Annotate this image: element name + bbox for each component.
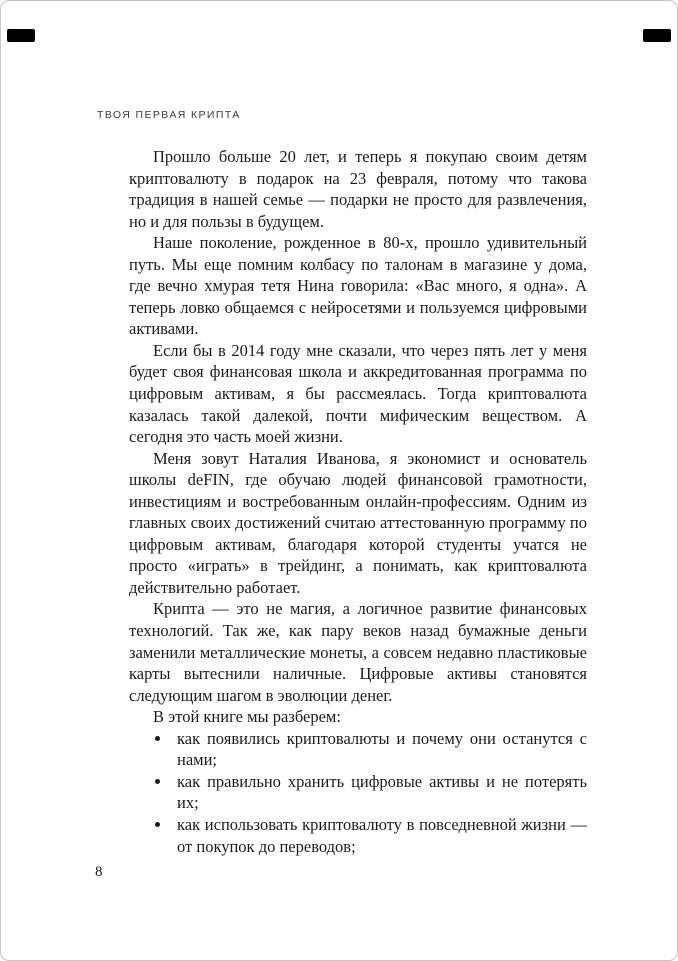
bullet-icon bbox=[155, 779, 160, 784]
bullet-icon bbox=[155, 736, 160, 741]
paragraph: Наше поколение, рожденное в 80-х, прошло удивительный путь. Мы еще помним колбасу по талонам в магазине у дома, где вечно хмурая тетя Нина говорила: «Вас много, я одна». А теперь ловко общаемся с нейросетями и пользуемся цифровыми активами. bbox=[129, 233, 587, 339]
paragraph: Меня зовут Наталия Иванова, я экономист и основатель школы deFIN, где обучаю людей финансовой грамотности, инвестициям и востребованным онлайн-профессиям. Одним из главных своих достижений считаю аттестованную программу по цифровым активам, благодаря которой студенты учатся не просто «играть» в трейдинг, а понимать, как криптовалюта действительно работает. bbox=[129, 448, 587, 597]
bullet-list bbox=[129, 728, 587, 857]
list-intro: В этой книге мы разберем: bbox=[153, 707, 341, 727]
list-item-text: как использовать криптовалюту в повседневной жизни — от покупок до переводов; bbox=[177, 814, 587, 856]
paragraph: Если бы в 2014 году мне сказали, что через пять лет у меня будет своя финансовая школа и аккредитованная программа по цифровым активам, я бы рассмеялась. Тогда криптовалюта казалась такой далекой, почти мифическим веществом. А сегодня это часть моей жизни. bbox=[129, 340, 587, 447]
corner-mark-right bbox=[643, 29, 671, 42]
paragraph: Крипта — это не магия, а логичное развитие финансовых технологий. Так же, как пару веков назад бумажные деньги заменили металлические монеты, а совсем недавно пластиковые карты вытеснили наличные. Цифровые активы становятся следующим шагом в эволюции денег. bbox=[129, 599, 587, 705]
paragraph: Прошло больше 20 лет, и теперь я покупаю своим детям криптовалюту в подарок на 23 февраля, потому что такова традиция в нашей семье — подарки не просто для развлечения, но и для пользы в будущем. bbox=[129, 147, 587, 231]
body-text bbox=[129, 146, 587, 857]
list-item-text: как правильно хранить цифровые активы и не потерять их; bbox=[177, 771, 587, 813]
page-number: 8 bbox=[95, 864, 103, 880]
list-item-text: как появились криптовалюты и почему они останутся с нами; bbox=[177, 728, 587, 770]
corner-mark-left bbox=[7, 29, 35, 42]
list-item bbox=[129, 814, 587, 857]
list-item bbox=[129, 771, 587, 814]
bullet-icon bbox=[155, 822, 160, 827]
running-header: ТВОЯ ПЕРВАЯ КРИПТА bbox=[97, 109, 241, 121]
list-item bbox=[129, 728, 587, 771]
